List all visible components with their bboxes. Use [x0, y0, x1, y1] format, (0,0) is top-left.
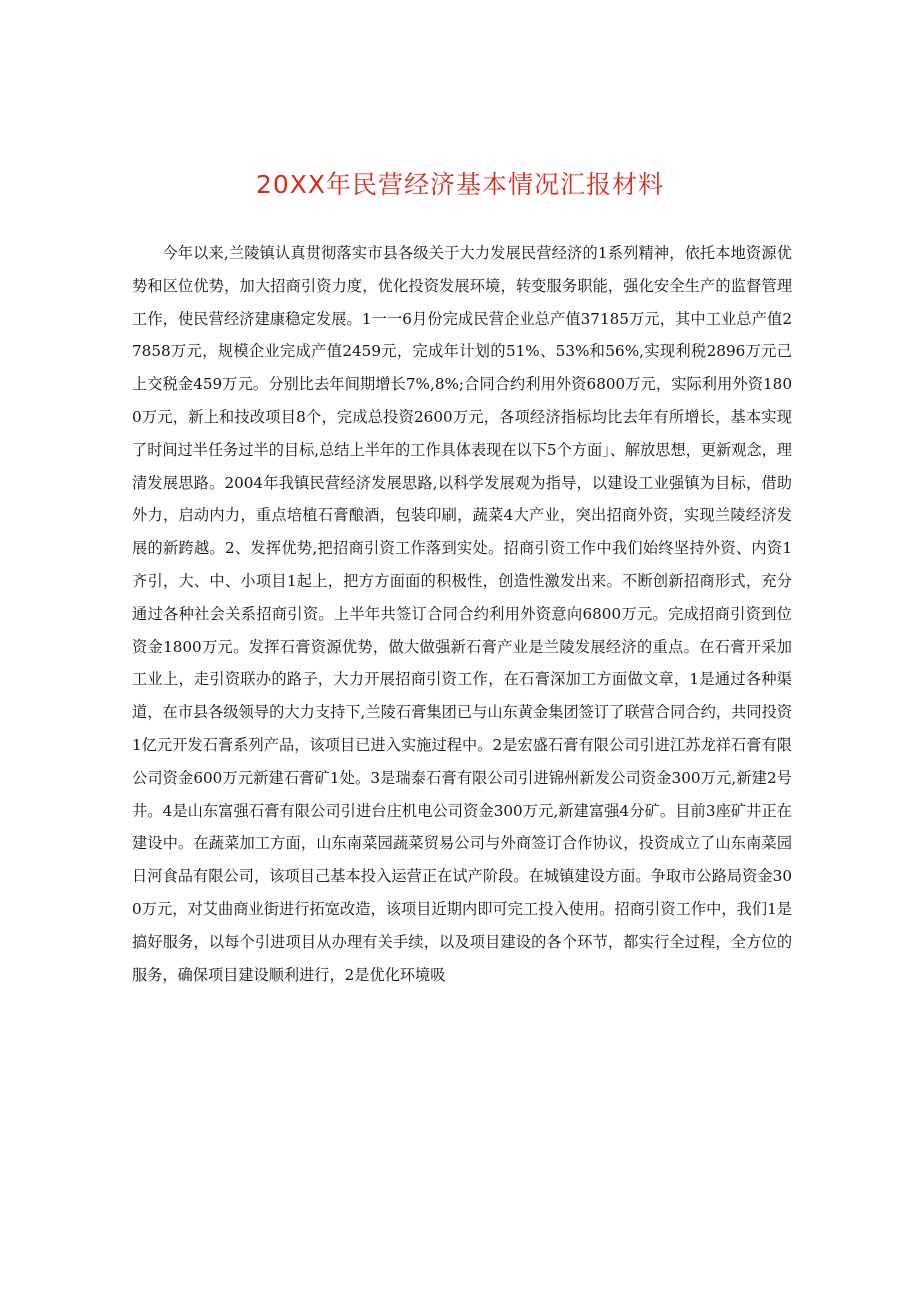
document-body-paragraph: 今年以来,兰陵镇认真贯彻落实市县各级关于大力发展民营经济的1系列精神，依托本地资源优势和区位优势，加大招商引资力度，优化投资发展环境，转变服务职能，强化安全生产的监督管理工作，使民营经济建康稳定发展。1一一6月份完成民营企业总产值37185万元，其中工业总产值27858万元，规模企业完成产值2459元，完成年计划的51%、53%和56%,实现利税2896万元己上交税金459万元。分别比去年间期增长7%,8%;合同合约利用外资6800万元，实际利用外资1800万元，新上和技改项目8个，完成总投资2600万元，各项经济指标均比去年有所增长，基本实现了时间过半任务过半的目标,总结上半年的工作具体表现在以下5个方面」、解放思想，更新观念，理清发展思路。2004年我镇民营经济发展思路,以科学发展观为指导，以建设工业强镇为目标，借助外力，启动内力，重点培植石膏酿酒，包装印刷，蔬菜4大产业，突出招商外资，实现兰陵经济发展的新跨越。2、发挥优势,把招商引资工作落到实处。招商引资工作中我们始终坚持外资、内资1齐引，大、中、小项目1起上，把方方面面的积极性，创造性激发出来。不断创新招商形式，充分通过各种社会关系招商引资。上半年共签订合同合约利用外资意向6800万元。完成招商引资到位资金1800万元。发挥石膏资源优势，做大做强新石膏产业是兰陵发展经济的重点。在石膏开采加工业上，走引资联办的路子，大力开展招商引资工作，在石膏深加工方面做文章，1是通过各种渠道，在市县各级领导的大力支持下,兰陵石膏集团已与山东黄金集团签订了联营合同合约，共同投资1亿元开发石膏系列产品，该项目已进入实施过程中。2是宏盛石膏有限公司引进江苏龙祥石膏有限公司资金600万元新建石膏矿1处。3是瑞泰石膏有限公司引进锦州新发公司资金300万元,新建2号井。4是山东富强石膏有限公司引进台庄机电公司资金300万元,新建富强4分矿。目前3座矿井正在建设中。在蔬菜加工方面，山东南菜园蔬菜贸易公司与外商签订合作协议，投资成立了山东南菜园日河食品有限公司，该项目己基本投入运营正在试产阶段。在城镇建设方面。争取市公路局资金300万元，对艾曲商业街进行拓宽改造，该项目近期内即可完工投入使用。招商引资工作中，我们1是搞好服务，以每个引进项目从办理有关手续，以及项目建设的各个环节，都实行全过程，全方位的服务，确保项目建设顺利进行，2是优化环境吸 [132, 244, 792, 984]
document-title: 20XX年民营经济基本情况汇报材料 [255, 170, 665, 199]
